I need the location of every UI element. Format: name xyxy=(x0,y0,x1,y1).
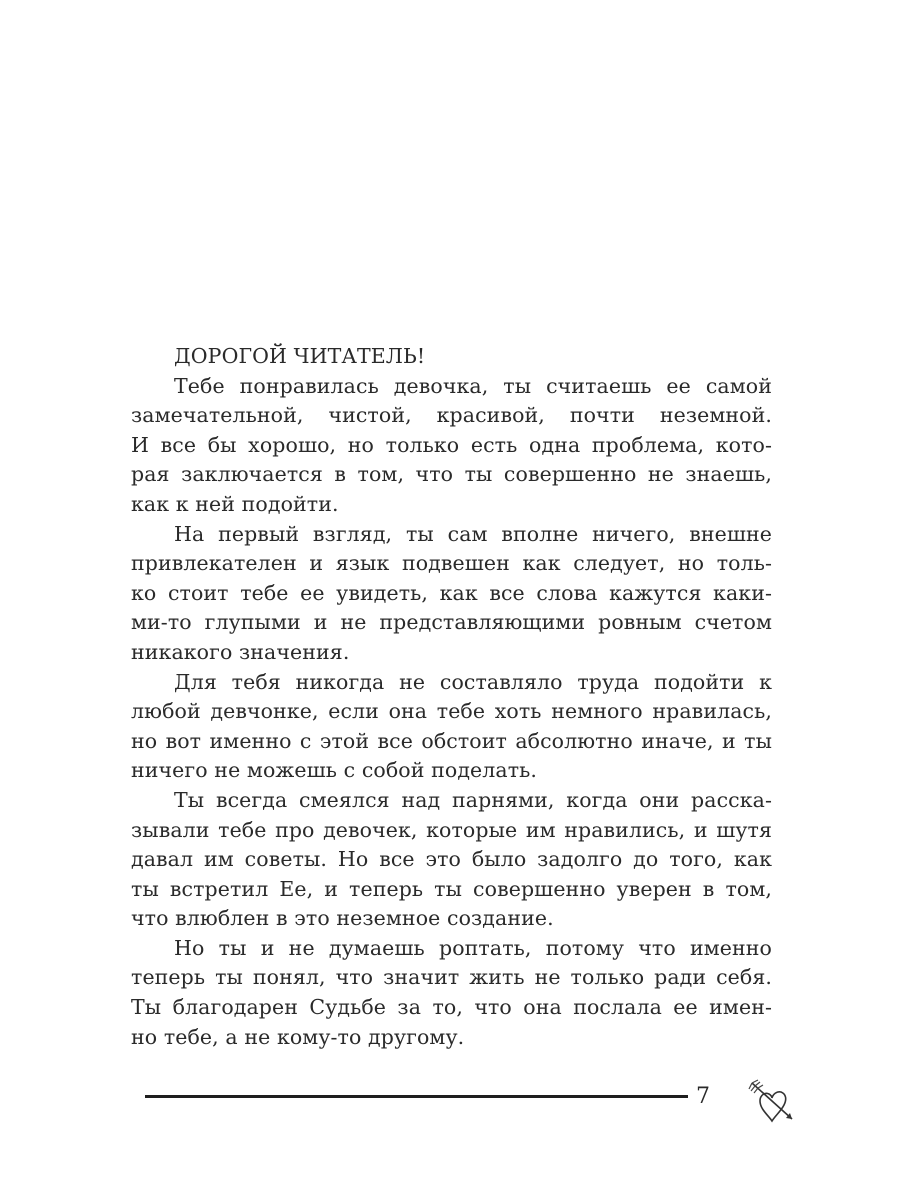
page-text xyxy=(131,342,772,1052)
paragraph-line: что влюблен в это неземное создание. xyxy=(131,906,554,931)
heart-with-arrow-icon xyxy=(746,1077,798,1125)
paragraph-line: любой девчонке, если она тебе хоть немного нравилась, xyxy=(131,699,772,724)
paragraph-2 xyxy=(131,520,772,668)
paragraph-line: Но ты и не думаешь роптать, потому что именно xyxy=(174,935,772,960)
paragraph-line: замечательной, чистой, красивой, почти неземной. xyxy=(131,403,772,428)
paragraph-line: Тебе понравилась девочка, ты считаешь ее самой xyxy=(174,373,772,398)
paragraph-line: рая заключается в том, что ты совершенно не знаешь, xyxy=(131,462,772,487)
paragraph-line: никакого значения. xyxy=(131,639,350,664)
paragraph-line: привлекателен и язык подвешен как следует, но толь- xyxy=(131,551,772,576)
paragraph-5 xyxy=(131,934,772,1052)
page-heading: ДОРОГОЙ ЧИТАТЕЛЬ! xyxy=(174,344,426,368)
paragraph-line: ко стоит тебе ее увидеть, как все слова кажутся каки- xyxy=(131,580,772,605)
paragraph-line: Для тебя никогда не составляло труда подойти к xyxy=(174,669,772,694)
paragraph-line: На первый взгляд, ты сам вполне ничего, внешне xyxy=(174,521,772,546)
paragraph-line: И все бы хорошо, но только есть одна проблема, кото- xyxy=(131,432,772,457)
paragraph-line: ничего не можешь с собой поделать. xyxy=(131,758,538,783)
paragraph-line: давал им советы. Но все это было задолго до того, как xyxy=(131,847,772,872)
footer-rule xyxy=(145,1095,688,1098)
paragraph-4 xyxy=(131,786,772,934)
page-number: 7 xyxy=(696,1084,710,1109)
paragraph-line: зывали тебе про девочек, которые им нравились, и шутя xyxy=(131,817,772,842)
paragraph-line: ты встретил Ее, и теперь ты совершенно уверен в том, xyxy=(131,876,772,901)
paragraph-line: ми-то глупыми и не представляющими ровным счетом xyxy=(131,610,772,635)
paragraph-line: Ты всегда смеялся над парнями, когда они расска- xyxy=(174,787,772,812)
paragraph-1 xyxy=(131,372,772,520)
paragraph-line: но тебе, а не кому-то другому. xyxy=(131,1024,465,1049)
paragraph-line: теперь ты понял, что значит жить не только ради себя. xyxy=(131,965,772,990)
paragraph-3 xyxy=(131,668,772,786)
paragraph-line: но вот именно с этой все обстоит абсолютно иначе, и ты xyxy=(131,728,772,753)
paragraph-line: как к ней подойти. xyxy=(131,491,339,516)
paragraph-line: Ты благодарен Судьбе за то, что она послала ее имен- xyxy=(131,995,772,1020)
